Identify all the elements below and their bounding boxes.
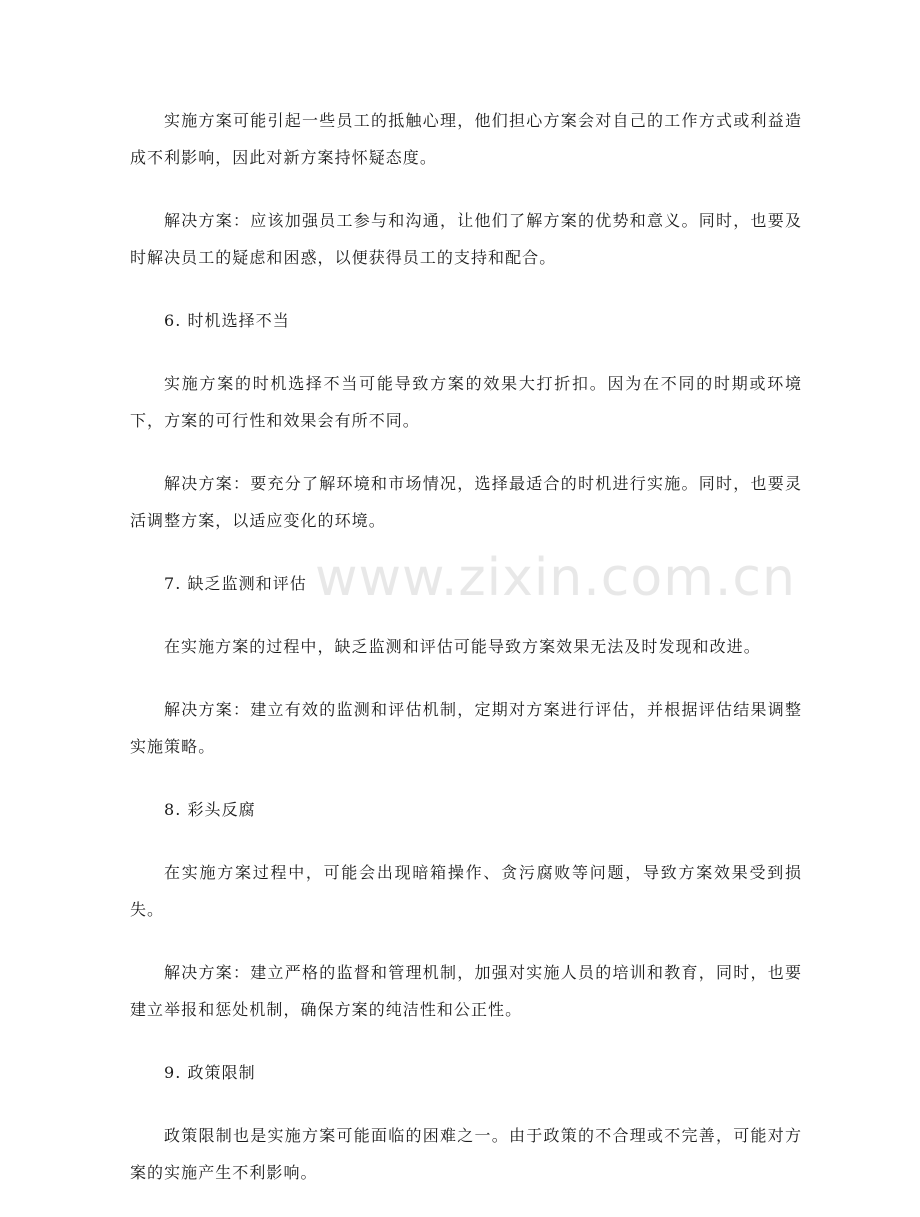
watermark: www.zixin.com.cn bbox=[315, 548, 796, 608]
document-body bbox=[130, 102, 802, 1217]
paragraph: 实施方案可能引起一些员工的抵触心理，他们担心方案会对自己的工作方式或利益造成不利影响，因此对新方案持怀疑态度。 bbox=[130, 111, 802, 167]
paragraph: 政策限制也是实施方案可能面临的困难之一。由于政策的不合理或不完善，可能对方案的实施产生不利影响。 bbox=[130, 1126, 802, 1182]
section-heading-6: 6. 时机选择不当 bbox=[164, 311, 290, 330]
paragraph: 实施方案的时机选择不当可能导致方案的效果大打折扣。因为在不同的时期或环境下，方案的可行性和效果会有所不同。 bbox=[130, 374, 802, 430]
solution-paragraph: 解决方案：建立有效的监测和评估机制，定期对方案进行评估，并根据评估结果调整实施策略。 bbox=[130, 700, 802, 756]
solution-paragraph: 解决方案：应该加强员工参与和沟通，让他们了解方案的优势和意义。同时，也要及时解决员工的疑虑和困惑，以便获得员工的支持和配合。 bbox=[130, 211, 802, 267]
section-heading-7: 7. 缺乏监测和评估 bbox=[164, 574, 307, 593]
section-heading-8: 8. 彩头反腐 bbox=[164, 800, 256, 819]
solution-paragraph: 解决方案：要充分了解环境和市场情况，选择最适合的时机进行实施。同时，也要灵活调整方案，以适应变化的环境。 bbox=[130, 474, 802, 530]
section-heading-9: 9. 政策限制 bbox=[164, 1063, 256, 1082]
paragraph: 在实施方案的过程中，缺乏监测和评估可能导致方案效果无法及时发现和改进。 bbox=[164, 637, 761, 656]
solution-paragraph: 解决方案：建立严格的监督和管理机制，加强对实施人员的培训和教育，同时，也要建立举报和惩处机制，确保方案的纯洁性和公正性。 bbox=[130, 963, 802, 1019]
paragraph: 在实施方案过程中，可能会出现暗箱操作、贪污腐败等问题，导致方案效果受到损失。 bbox=[130, 863, 802, 919]
